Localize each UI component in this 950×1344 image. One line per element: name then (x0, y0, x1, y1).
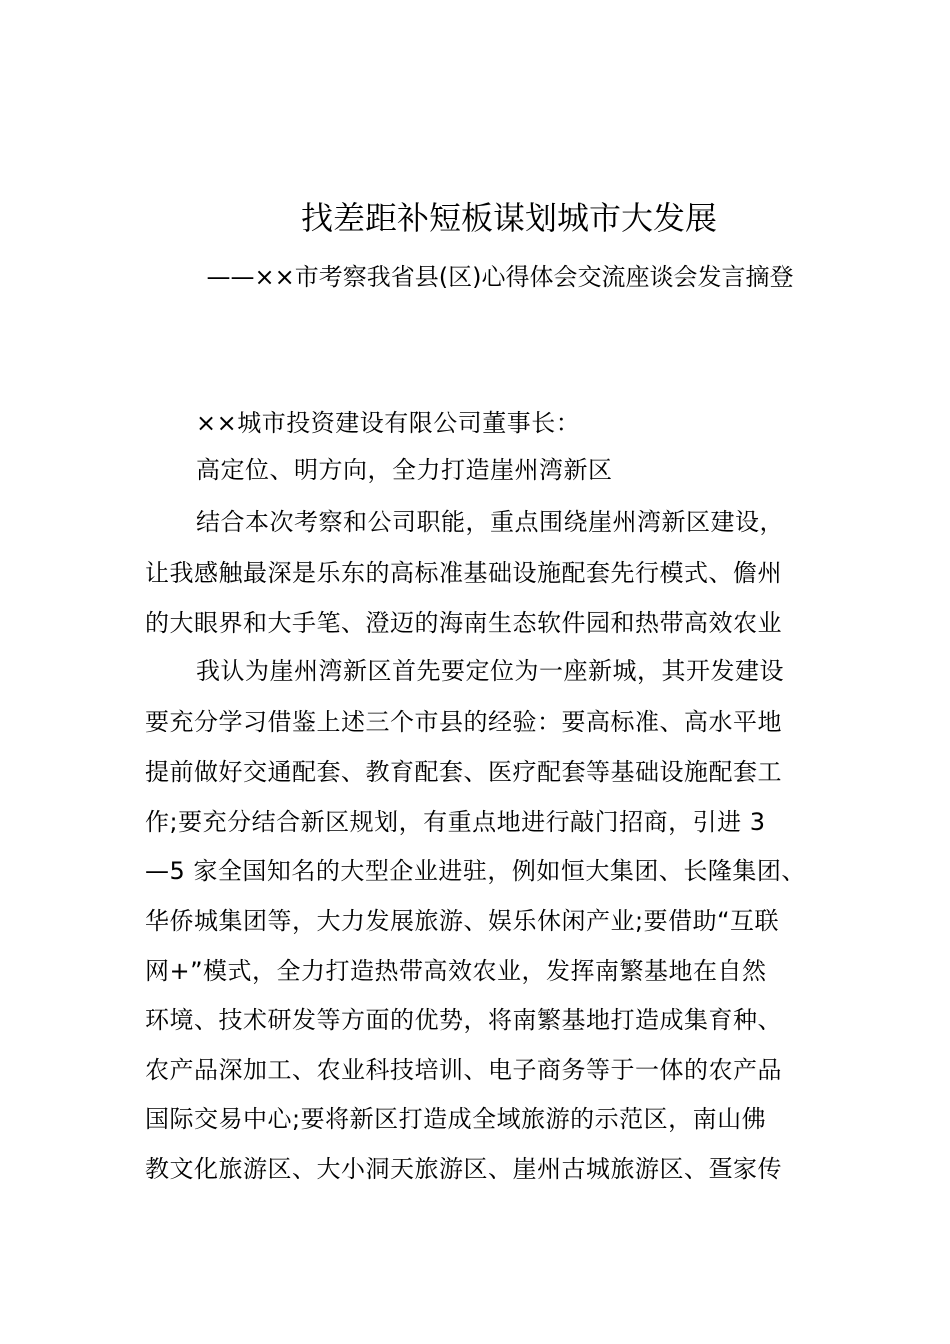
paragraph-line: 农产品深加工、农业科技培训、电子商务等于一体的农产品 (145, 1056, 782, 1084)
paragraph-line: 华侨城集团等，大力发展旅游、娱乐休闲产业;要借助“互联 (145, 907, 780, 935)
section-heading: 高定位、明方向，全力打造崖州湾新区 (196, 456, 613, 484)
speaker-line: ××城市投资建设有限公司董事长： (196, 409, 581, 437)
document-title: 找差距补短板谋划城市大发展 (300, 199, 717, 237)
document-subtitle: ——××市考察我省县(区)心得体会交流座谈会发言摘登 (206, 263, 794, 291)
paragraph-line: 国际交易中心;要将新区打造成全域旅游的示范区，南山佛 (145, 1105, 767, 1133)
paragraph-line: 提前做好交通配套、教育配套、医疗配套等基础设施配套工 (145, 758, 782, 786)
paragraph-line: 要充分学习借鉴上述三个市县的经验：要高标准、高水平地 (145, 708, 782, 736)
paragraph-line: 的大眼界和大手笔、澄迈的海南生态软件园和热带高效农业 (145, 609, 782, 637)
paragraph-line: 环境、技术研发等方面的优势，将南繁基地打造成集育种、 (145, 1006, 782, 1034)
paragraph-line: 网+”模式，全力打造热带高效农业，发挥南繁基地在自然 (145, 957, 767, 985)
paragraph-line: 我认为崖州湾新区首先要定位为一座新城，其开发建设 (196, 657, 784, 685)
paragraph-line: 让我感触最深是乐东的高标准基础设施配套先行模式、儋州 (145, 559, 782, 587)
paragraph-line: 作;要充分结合新区规划，有重点地进行敲门招商，引进 3 (145, 808, 766, 836)
paragraph-line: 结合本次考察和公司职能，重点围绕崖州湾新区建设， (196, 508, 784, 536)
paragraph-line: —5 家全国知名的大型企业进驻，例如恒大集团、长隆集团、 (145, 857, 806, 885)
paragraph-line: 教文化旅游区、大小洞天旅游区、崖州古城旅游区、疍家传 (145, 1155, 782, 1183)
